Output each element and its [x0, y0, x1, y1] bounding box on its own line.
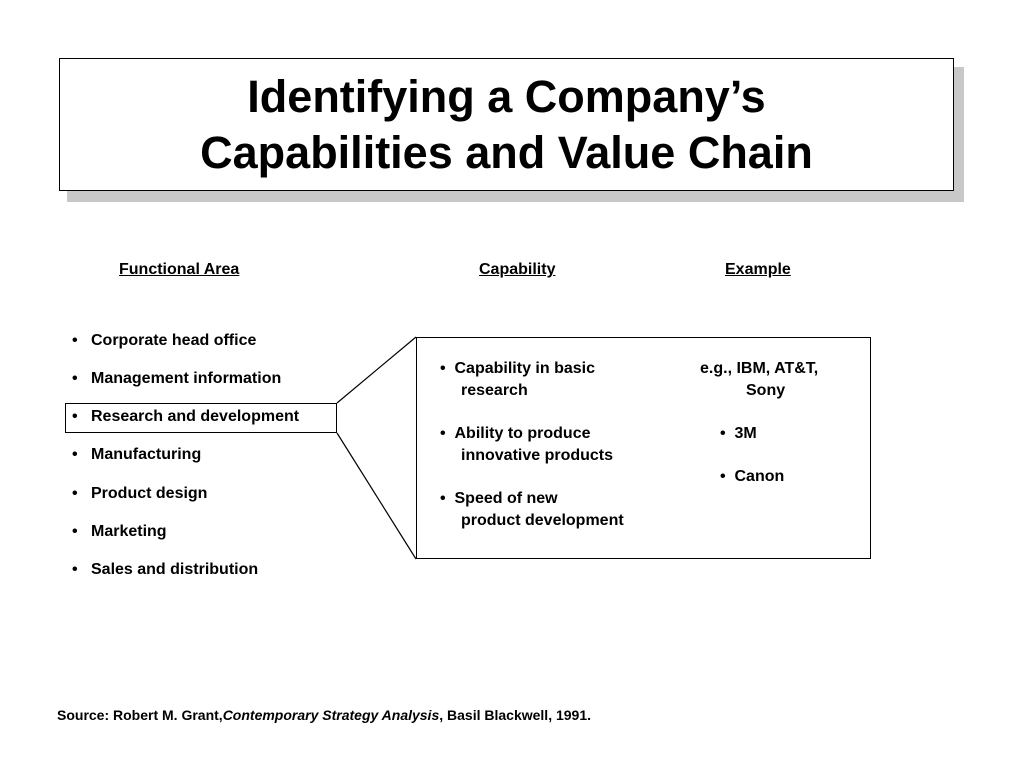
bullet: •	[72, 523, 78, 540]
header-example: Example	[725, 261, 791, 278]
source-suffix: , Basil Blackwell, 1991.	[439, 707, 592, 723]
example-label: 3M	[734, 425, 757, 442]
header-capability: Capability	[479, 261, 556, 278]
title-line-1: Identifying a Company’s	[247, 70, 766, 122]
bullet: •	[440, 360, 446, 377]
example-item	[720, 466, 784, 488]
functional-area-label: Corporate head office	[91, 332, 257, 349]
source-book-title: Contemporary Strategy Analysis	[222, 707, 440, 723]
example-line: e.g., IBM, AT&T,	[700, 360, 819, 377]
title-line-2: Capabilities and Value Chain	[200, 126, 813, 178]
capability-line: innovative products	[461, 447, 614, 464]
bullet: •	[72, 332, 78, 349]
functional-area-label: Product design	[91, 485, 208, 502]
functional-area-label: Marketing	[91, 523, 167, 540]
example-label: Canon	[734, 468, 785, 485]
functional-area-label: Manufacturing	[91, 446, 202, 463]
bullet: •	[72, 446, 78, 463]
capability-line: product development	[461, 512, 624, 529]
bullet: •	[720, 468, 726, 485]
functional-area-label: Sales and distribution	[91, 561, 259, 578]
capability-line: research	[461, 382, 528, 399]
capability-line: Ability to produce	[454, 425, 591, 442]
bullet: •	[440, 490, 446, 507]
bullet: •	[72, 485, 78, 502]
source-prefix: Source: Robert M. Grant,	[57, 707, 223, 723]
bullet: •	[72, 408, 78, 425]
capability-line: Capability in basic	[454, 360, 595, 377]
functional-area-label: Research and development	[91, 408, 300, 425]
bullet: •	[72, 370, 78, 387]
bullet: •	[720, 425, 726, 442]
capability-item	[440, 488, 624, 532]
header-functional-area: Functional Area	[119, 261, 240, 278]
example-line: Sony	[746, 382, 786, 399]
capability-line: Speed of new	[454, 490, 558, 507]
bullet: •	[72, 561, 78, 578]
connector-line-bottom	[337, 433, 416, 559]
capability-item	[440, 423, 613, 467]
capability-item	[440, 358, 595, 402]
source-citation	[57, 707, 591, 723]
connector-line-top	[337, 337, 416, 403]
functional-area-label: Management information	[91, 370, 282, 387]
bullet: •	[440, 425, 446, 442]
example-item	[720, 423, 757, 445]
